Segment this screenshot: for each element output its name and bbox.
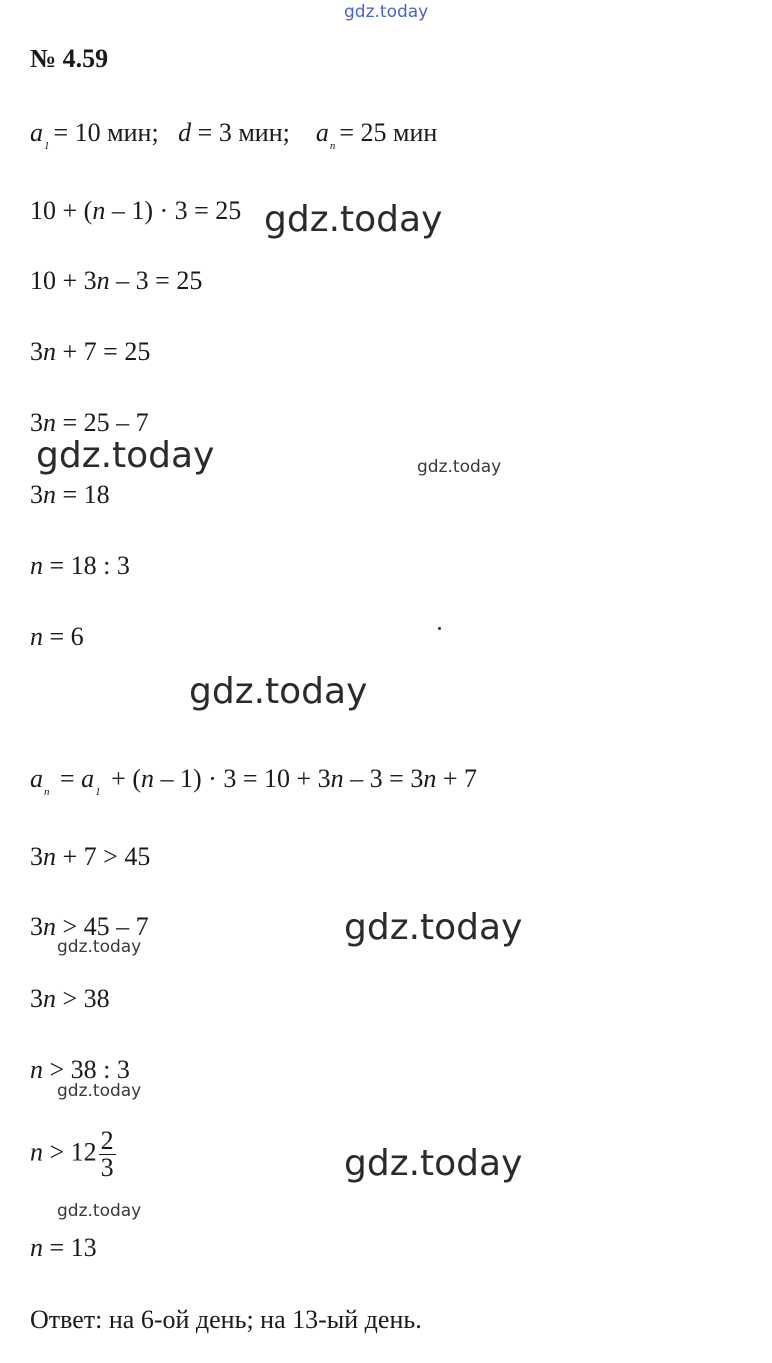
watermark: gdz.today xyxy=(57,937,142,957)
var-n: n xyxy=(92,196,106,225)
watermark: gdz.today xyxy=(57,1081,142,1101)
watermark: gdz.today xyxy=(57,1201,142,1221)
d-symbol: d xyxy=(178,118,192,147)
expr-part: = 18 : 3 xyxy=(43,551,130,580)
var-n: n xyxy=(30,622,43,651)
fraction-denominator: 3 xyxy=(100,1153,114,1182)
expr-part: 10 + 3 xyxy=(30,266,97,295)
given-line xyxy=(30,118,437,161)
expr-part: + 7 > 45 xyxy=(56,842,151,871)
answer-line: Ответ: на 6-ой день; на 13-ый день. xyxy=(30,1305,422,1334)
watermark-top: gdz.today xyxy=(344,2,429,22)
expr-part: 3 xyxy=(30,984,43,1013)
a1-index: 1 xyxy=(44,140,50,152)
expr-part: > 45 – 7 xyxy=(56,912,149,941)
var-n: n xyxy=(43,984,56,1013)
var-n: n xyxy=(30,1137,43,1167)
expr-part: + ( xyxy=(104,764,141,793)
formula-line xyxy=(30,764,477,807)
inequality-line xyxy=(30,912,149,942)
watermark: gdz.today xyxy=(344,907,523,948)
expr-part: = 6 xyxy=(43,622,84,651)
expr-part: – 3 = 25 xyxy=(109,266,203,295)
problem-title: № 4.59 xyxy=(30,44,109,73)
watermark: gdz.today xyxy=(189,671,368,712)
expr-part: 3 xyxy=(30,842,43,871)
expr-part: > 38 : 3 xyxy=(43,1055,130,1084)
expr-part: 3 xyxy=(30,480,43,509)
inequality-line xyxy=(30,1128,116,1181)
expr-part: 3 xyxy=(30,337,43,366)
expr-part: = 13 xyxy=(43,1233,97,1262)
fraction xyxy=(99,1128,116,1181)
expr-part: = 25 – 7 xyxy=(56,408,149,437)
inequality-line xyxy=(30,842,150,872)
expr-part: + 7 xyxy=(436,764,477,793)
watermark: gdz.today xyxy=(264,199,443,240)
var-n: n xyxy=(330,764,344,793)
an-value: = 25 мин xyxy=(339,118,438,147)
an-symbol: a xyxy=(315,118,329,147)
a1-symbol: a xyxy=(30,118,43,147)
equation-line xyxy=(30,622,84,652)
expr-part: = 18 xyxy=(56,480,110,509)
a1-symbol: a xyxy=(81,764,95,793)
equation-line xyxy=(30,408,149,438)
equation-line xyxy=(30,551,130,581)
var-n: n xyxy=(43,480,56,509)
an-index: n xyxy=(44,786,50,798)
speck-dot xyxy=(438,627,441,630)
equation-line xyxy=(30,480,110,510)
var-n: n xyxy=(43,408,56,437)
var-n: n xyxy=(43,337,56,366)
var-n: n xyxy=(141,764,154,793)
a1-value: = 10 мин; xyxy=(53,118,159,147)
equation-line xyxy=(30,266,202,296)
inequality-line xyxy=(30,1055,130,1085)
equation-line xyxy=(30,196,241,226)
var-n: n xyxy=(30,1233,43,1262)
expr-part: + 7 = 25 xyxy=(56,337,151,366)
expr-part: – 3 = 3 xyxy=(343,764,424,793)
watermark: gdz.today xyxy=(417,457,502,477)
expr-part: – 1) · 3 = 10 + 3 xyxy=(154,764,331,793)
var-n: n xyxy=(43,842,56,871)
var-n: n xyxy=(30,551,43,580)
var-n: n xyxy=(43,912,56,941)
expr-part: 3 xyxy=(30,912,43,941)
expr-part: 10 + ( xyxy=(30,196,93,225)
watermark: gdz.today xyxy=(36,435,215,476)
an-index: n xyxy=(329,140,336,152)
expr-part: > 12 xyxy=(43,1137,97,1167)
expr-part: – 1) · 3 = 25 xyxy=(105,196,242,225)
equation-line xyxy=(30,337,150,367)
a1-index: 1 xyxy=(95,786,101,798)
var-n: n xyxy=(423,764,437,793)
inequality-line xyxy=(30,984,110,1014)
expr-part: 3 xyxy=(30,408,43,437)
d-value: = 3 мин; xyxy=(197,118,290,147)
watermark: gdz.today xyxy=(344,1143,523,1184)
expr-part: > 38 xyxy=(56,984,110,1013)
var-n: n xyxy=(96,266,110,295)
fraction-numerator: 2 xyxy=(100,1126,114,1155)
an-symbol: a xyxy=(30,764,43,793)
expr-part: = xyxy=(53,764,82,793)
var-n: n xyxy=(30,1055,43,1084)
result-line xyxy=(30,1233,97,1263)
